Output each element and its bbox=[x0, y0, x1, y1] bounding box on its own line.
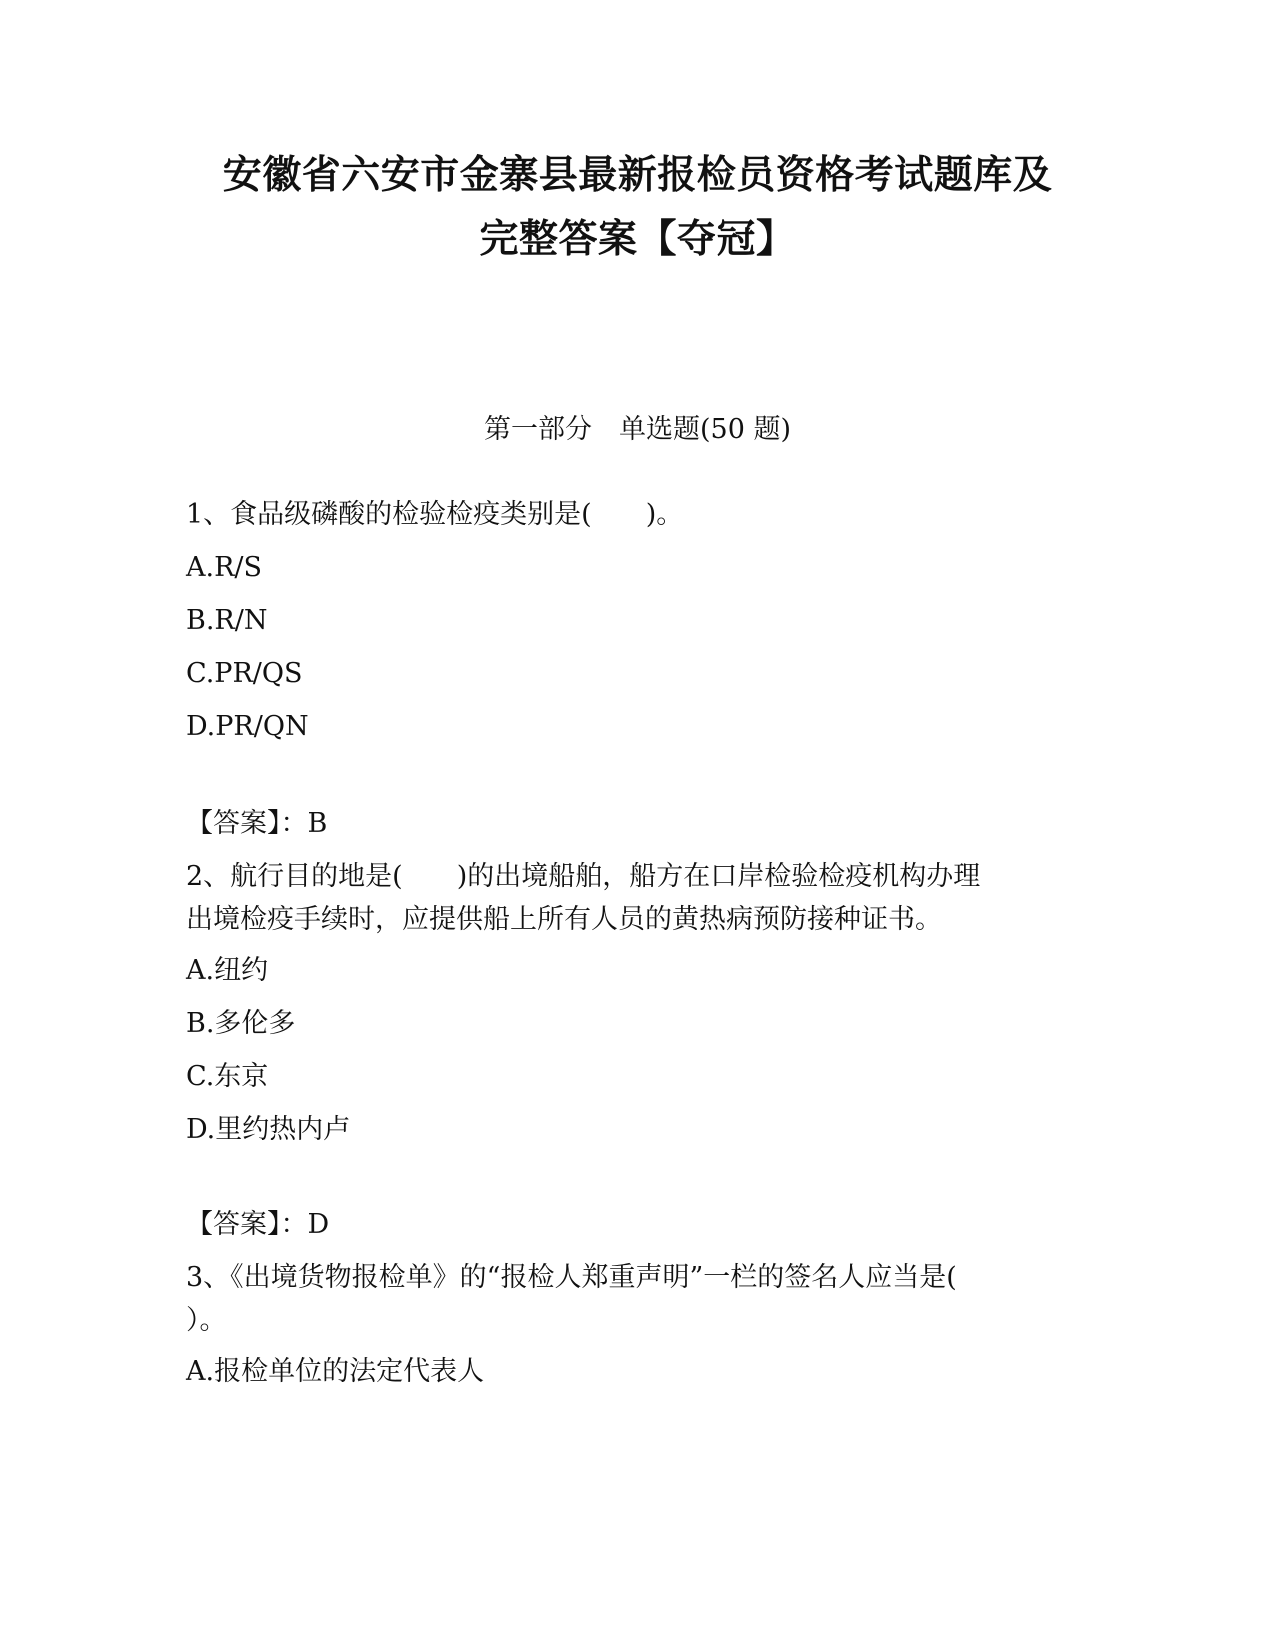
question-2-stem-line-1: 2、航行目的地是( )的出境船舶，船方在口岸检验检疫机构办理 bbox=[186, 861, 981, 892]
document-title-line-2: 完整答案【夺冠】 bbox=[479, 217, 796, 262]
question-2-option-c: C.东京 bbox=[186, 1061, 269, 1092]
document-title-line-1: 安徽省六安市金寨县最新报检员资格考试题库及 bbox=[222, 153, 1053, 198]
question-1-option-a: A.R/S bbox=[186, 552, 263, 583]
question-2-option-d: D.里约热内卢 bbox=[186, 1114, 351, 1145]
question-2-stem-line-2: 出境检疫手续时，应提供船上所有人员的黄热病预防接种证书。 bbox=[186, 904, 942, 935]
section-heading: 第一部分 单选题(50 题) bbox=[483, 414, 791, 445]
question-3-option-a: A.报检单位的法定代表人 bbox=[186, 1356, 485, 1387]
question-1-option-c: C.PR/QS bbox=[186, 658, 303, 689]
question-1-option-b: B.R/N bbox=[186, 605, 268, 636]
question-1-answer: 【答案】：B bbox=[186, 808, 328, 839]
question-3-stem-line-1: 3、《出境货物报检单》的“报检人郑重声明”一栏的签名人应当是( bbox=[186, 1262, 957, 1293]
question-3-stem-line-2: ）。 bbox=[186, 1305, 227, 1336]
question-2-option-a: A.纽约 bbox=[186, 955, 269, 986]
question-2-option-b: B.多伦多 bbox=[186, 1008, 296, 1039]
question-1-stem: 1、食品级磷酸的检验检疫类别是( )。 bbox=[186, 499, 684, 530]
question-2-answer: 【答案】：D bbox=[186, 1209, 330, 1240]
question-1-option-d: D.PR/QN bbox=[186, 711, 309, 742]
